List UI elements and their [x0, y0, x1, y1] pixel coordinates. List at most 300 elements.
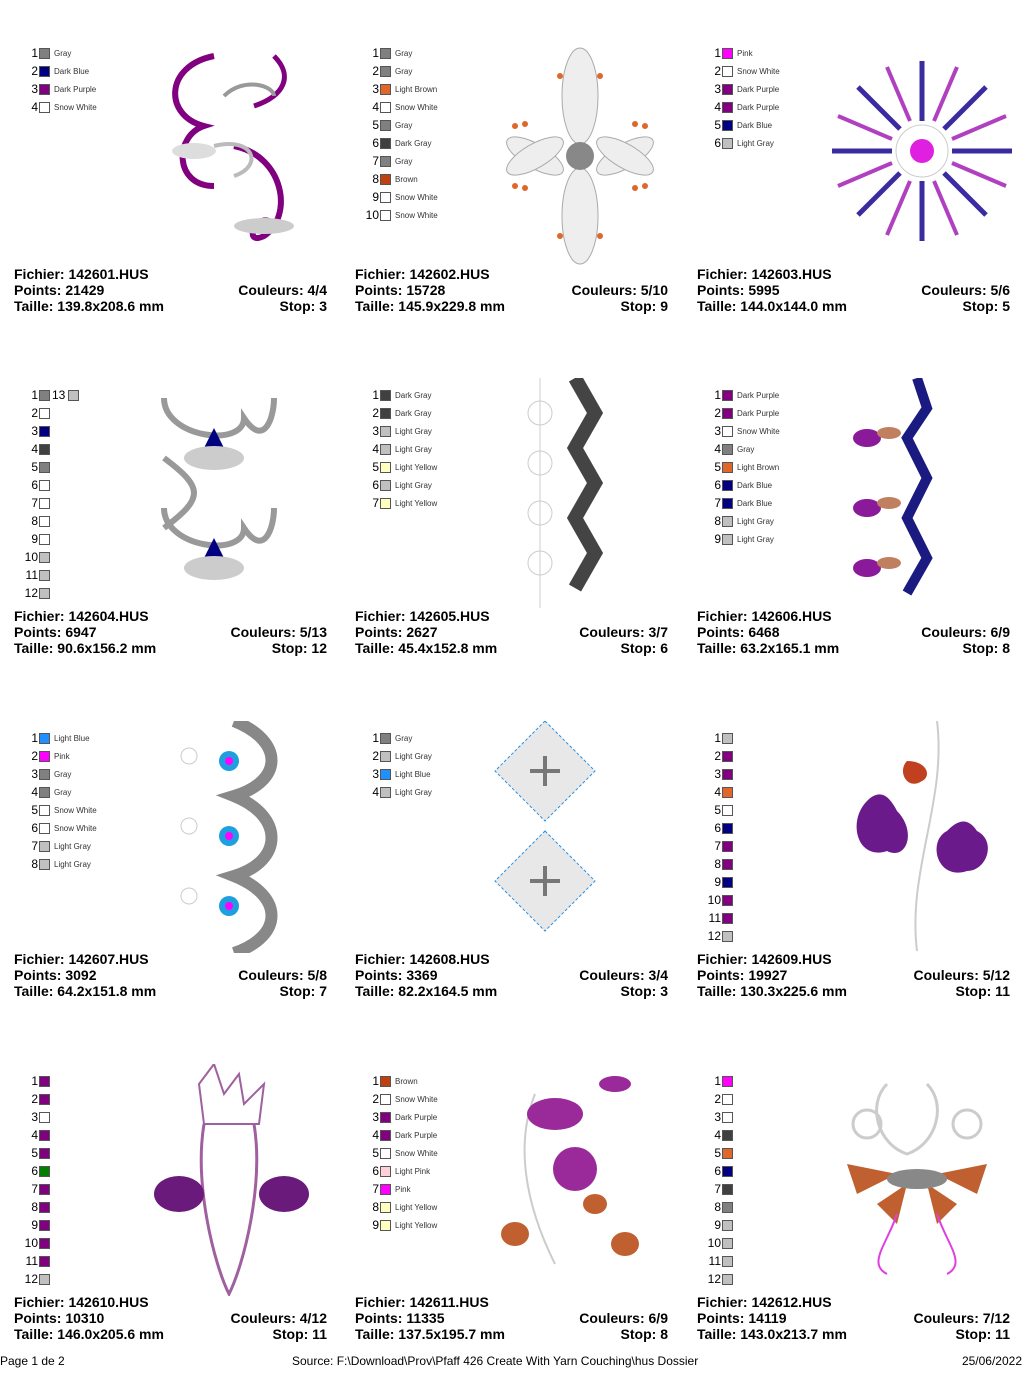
legend-item [18, 530, 79, 548]
legend-number: 10 [707, 893, 721, 907]
legend-item [18, 1180, 50, 1198]
color-swatch [39, 66, 50, 77]
legend-item [18, 765, 97, 783]
design-size: Taille: 139.8x208.6 mm [14, 298, 164, 314]
embroidery-preview [485, 721, 675, 953]
file-name: Fichier: 142604.HUS [14, 608, 149, 624]
design-card [697, 1046, 1017, 1376]
legend-item [359, 765, 432, 783]
color-swatch [722, 1202, 733, 1213]
design-info [14, 266, 327, 314]
legend-number: 1 [714, 46, 721, 60]
legend-item [701, 1270, 733, 1288]
color-swatch [39, 570, 50, 581]
color-swatch [39, 823, 50, 834]
color-swatch [380, 174, 391, 185]
legend-number: 2 [31, 1092, 38, 1106]
color-swatch [39, 408, 50, 419]
legend-number: 6 [372, 478, 379, 492]
color-swatch [380, 408, 391, 419]
color-swatch [722, 1220, 733, 1231]
design-size: Taille: 82.2x164.5 mm [355, 983, 498, 999]
color-swatch [722, 1130, 733, 1141]
color-swatch [39, 588, 50, 599]
color-name: Dark Blue [737, 498, 773, 508]
legend-item [359, 1144, 438, 1162]
color-swatch [380, 84, 391, 95]
color-swatch [68, 390, 79, 401]
legend-item [18, 1144, 50, 1162]
color-name: Gray [54, 787, 72, 797]
color-swatch [722, 895, 733, 906]
legend-item [701, 134, 780, 152]
design-info [355, 266, 668, 314]
legend-item [359, 1090, 438, 1108]
file-name: Fichier: 142611.HUS [355, 1294, 489, 1310]
color-name: Gray [395, 733, 413, 743]
color-count: Couleurs: 7/12 [913, 1310, 1010, 1326]
design-size: Taille: 146.0x205.6 mm [14, 1326, 164, 1342]
color-legend [359, 386, 437, 512]
legend-number: 7 [31, 1182, 38, 1196]
color-swatch [39, 444, 50, 455]
legend-number: 3 [372, 767, 379, 781]
color-swatch [722, 1094, 733, 1105]
color-name: Snow White [395, 102, 438, 112]
color-swatch [722, 1238, 733, 1249]
design-info [355, 951, 668, 999]
stop-count: Stop: 11 [272, 1326, 327, 1342]
color-name: Dark Purple [737, 102, 780, 112]
color-swatch [39, 1112, 50, 1123]
legend-item [701, 440, 780, 458]
legend-item [359, 386, 437, 404]
color-swatch [722, 408, 733, 419]
legend-item [359, 116, 438, 134]
color-legend [359, 729, 432, 801]
color-swatch [39, 1238, 50, 1249]
stitch-points: Points: 2627 [355, 624, 438, 640]
legend-number: 12 [24, 586, 38, 600]
color-swatch [39, 534, 50, 545]
color-name: Light Gray [395, 426, 432, 436]
color-swatch [39, 1274, 50, 1285]
color-swatch [722, 120, 733, 131]
legend-item [701, 116, 780, 134]
color-name: Light Yellow [395, 462, 438, 472]
stop-count: Stop: 3 [279, 298, 327, 314]
stop-count: Stop: 8 [620, 1326, 668, 1342]
design-card [355, 1046, 675, 1376]
legend-item [18, 819, 97, 837]
stop-count: Stop: 12 [271, 640, 327, 656]
file-name: Fichier: 142605.HUS [355, 608, 490, 624]
design-size: Taille: 143.0x213.7 mm [697, 1326, 847, 1342]
legend-item [359, 134, 438, 152]
legend-item [359, 1216, 438, 1234]
color-swatch [39, 751, 50, 762]
legend-item [359, 80, 438, 98]
legend-number: 4 [372, 785, 379, 799]
color-swatch [380, 390, 391, 401]
color-count: Couleurs: 3/4 [579, 967, 668, 983]
legend-item [359, 458, 437, 476]
color-name: Snow White [737, 426, 780, 436]
legend-item [18, 440, 79, 458]
color-swatch [722, 84, 733, 95]
color-name: Dark Blue [54, 66, 90, 76]
legend-item [18, 1234, 50, 1252]
stitch-points: Points: 21429 [14, 282, 105, 298]
color-legend [18, 729, 97, 873]
legend-item [18, 422, 79, 440]
color-swatch [722, 1274, 733, 1285]
legend-item [18, 1162, 50, 1180]
design-size: Taille: 137.5x195.7 mm [355, 1326, 505, 1342]
color-name: Light Gray [737, 534, 774, 544]
color-legend [701, 386, 780, 548]
color-swatch [722, 823, 733, 834]
legend-item [701, 855, 733, 873]
legend-number: 1 [714, 388, 721, 402]
color-swatch [39, 48, 50, 59]
color-swatch [380, 751, 391, 762]
color-swatch [39, 84, 50, 95]
design-size: Taille: 145.9x229.8 mm [355, 298, 505, 314]
color-swatch [722, 787, 733, 798]
legend-item [359, 747, 432, 765]
legend-number: 11 [708, 911, 721, 925]
legend-number: 1 [372, 1074, 379, 1088]
color-swatch [722, 102, 733, 113]
color-name: Light Gray [54, 841, 91, 851]
color-swatch [380, 102, 391, 113]
legend-item [701, 62, 780, 80]
legend-item [18, 1216, 50, 1234]
legend-item [18, 1126, 50, 1144]
color-name: Gray [395, 48, 413, 58]
legend-number: 4 [714, 785, 721, 799]
legend-number: 2 [372, 64, 379, 78]
file-name: Fichier: 142603.HUS [697, 266, 832, 282]
legend-item [18, 584, 79, 602]
legend-number: 7 [372, 154, 379, 168]
legend-item [701, 765, 733, 783]
design-card [697, 360, 1017, 690]
color-name: Light Gray [395, 444, 432, 454]
legend-item [18, 837, 97, 855]
color-name: Snow White [737, 66, 780, 76]
legend-number: 4 [31, 785, 38, 799]
design-size: Taille: 144.0x144.0 mm [697, 298, 847, 314]
legend-item [18, 548, 79, 566]
legend-item [701, 747, 733, 765]
design-card [14, 18, 334, 348]
legend-number: 3 [714, 82, 721, 96]
color-swatch [39, 480, 50, 491]
legend-number: 2 [372, 749, 379, 763]
legend-item [18, 1270, 50, 1288]
color-name: Dark Blue [737, 120, 773, 130]
color-swatch [39, 1148, 50, 1159]
legend-number: 2 [714, 406, 721, 420]
legend-number: 4 [714, 442, 721, 456]
color-name: Dark Purple [395, 1130, 438, 1140]
color-name: Gray [54, 769, 72, 779]
legend-number: 1 [372, 388, 379, 402]
color-swatch [380, 1076, 391, 1087]
stop-count: Stop: 11 [955, 983, 1010, 999]
color-swatch [39, 390, 50, 401]
color-swatch [722, 913, 733, 924]
color-name: Gray [395, 156, 413, 166]
legend-item [18, 1090, 50, 1108]
color-name: Snow White [395, 210, 438, 220]
legend-item [18, 566, 79, 584]
color-swatch [39, 498, 50, 509]
legend-number: 13 [52, 388, 66, 402]
page-number: Page 1 de 2 [0, 1354, 65, 1368]
color-swatch [722, 769, 733, 780]
color-name: Gray [54, 48, 72, 58]
legend-number: 11 [708, 1254, 721, 1268]
legend-item [701, 891, 733, 909]
legend-number: 9 [372, 1218, 379, 1232]
color-swatch [380, 498, 391, 509]
color-name: Snow White [395, 1094, 438, 1104]
color-swatch [39, 805, 50, 816]
color-swatch [39, 1202, 50, 1213]
color-swatch [722, 138, 733, 149]
design-size: Taille: 63.2x165.1 mm [697, 640, 840, 656]
color-swatch [39, 1184, 50, 1195]
legend-item [18, 855, 97, 873]
legend-item [359, 98, 438, 116]
legend-number: 9 [714, 875, 721, 889]
color-name: Gray [737, 444, 755, 454]
legend-item [359, 62, 438, 80]
color-count: Couleurs: 4/4 [238, 282, 327, 298]
color-name: Dark Purple [737, 390, 780, 400]
color-swatch [722, 1112, 733, 1123]
color-name: Brown [395, 174, 418, 184]
legend-item [359, 152, 438, 170]
legend-item [701, 98, 780, 116]
legend-number: 8 [31, 514, 38, 528]
legend-number: 1 [714, 1074, 721, 1088]
color-legend [359, 1072, 438, 1234]
legend-number: 3 [31, 767, 38, 781]
color-swatch [380, 210, 391, 221]
legend-number: 5 [714, 118, 721, 132]
color-name: Brown [395, 1076, 418, 1086]
design-info [697, 951, 1010, 999]
stop-count: Stop: 7 [279, 983, 327, 999]
design-info [355, 1294, 668, 1342]
legend-number: 1 [714, 731, 721, 745]
legend-number: 1 [31, 46, 38, 60]
color-swatch [722, 426, 733, 437]
color-name: Light Gray [395, 787, 432, 797]
legend-number: 9 [714, 1218, 721, 1232]
legend-item [701, 819, 733, 837]
embroidery-preview [827, 1064, 1017, 1296]
legend-number: 5 [31, 1146, 38, 1160]
color-swatch [39, 426, 50, 437]
file-name: Fichier: 142602.HUS [355, 266, 490, 282]
color-swatch [722, 931, 733, 942]
stop-count: Stop: 6 [620, 640, 668, 656]
stitch-points: Points: 11335 [355, 1310, 445, 1326]
color-swatch [380, 1148, 391, 1159]
legend-item [359, 476, 437, 494]
legend-item [18, 98, 97, 116]
legend-number: 7 [714, 1182, 721, 1196]
legend-item [359, 1072, 438, 1090]
file-name: Fichier: 142609.HUS [697, 951, 832, 967]
legend-number: 7 [714, 496, 721, 510]
legend-item [18, 476, 79, 494]
legend-item [701, 422, 780, 440]
stop-count: Stop: 11 [955, 1326, 1010, 1342]
color-name: Dark Purple [395, 1112, 438, 1122]
legend-item [701, 494, 780, 512]
legend-number: 8 [372, 172, 379, 186]
color-swatch [39, 1094, 50, 1105]
legend-item [359, 729, 432, 747]
legend-item [701, 458, 780, 476]
legend-number: 4 [714, 1128, 721, 1142]
color-name: Snow White [395, 192, 438, 202]
file-name: Fichier: 142607.HUS [14, 951, 149, 967]
legend-number: 5 [372, 460, 379, 474]
embroidery-preview [144, 36, 334, 268]
legend-number: 11 [25, 1254, 38, 1268]
legend-number: 5 [31, 803, 38, 817]
color-legend [701, 44, 780, 152]
color-swatch [39, 859, 50, 870]
color-swatch [380, 120, 391, 131]
color-name: Dark Gray [395, 408, 432, 418]
color-swatch [722, 534, 733, 545]
legend-item [359, 1180, 438, 1198]
legend-item [359, 44, 438, 62]
color-swatch [380, 462, 391, 473]
legend-number: 9 [31, 532, 38, 546]
color-swatch [39, 787, 50, 798]
design-card [697, 703, 1017, 1033]
embroidery-preview [485, 36, 675, 268]
color-swatch [722, 480, 733, 491]
legend-number: 8 [714, 514, 721, 528]
color-swatch [722, 1256, 733, 1267]
color-legend [701, 1072, 733, 1288]
legend-item [701, 1198, 733, 1216]
file-name: Fichier: 142601.HUS [14, 266, 149, 282]
stitch-points: Points: 15728 [355, 282, 446, 298]
legend-number: 1 [31, 731, 38, 745]
legend-number: 11 [25, 568, 38, 582]
legend-item [18, 1108, 50, 1126]
legend-number: 8 [31, 857, 38, 871]
legend-number: 2 [714, 64, 721, 78]
legend-item [18, 512, 79, 530]
color-count: Couleurs: 5/13 [230, 624, 327, 640]
color-name: Pink [395, 1184, 411, 1194]
legend-number: 7 [372, 496, 379, 510]
embroidery-preview [485, 378, 675, 610]
legend-number: 3 [372, 82, 379, 96]
legend-item [359, 170, 438, 188]
design-info [697, 266, 1010, 314]
color-swatch [380, 480, 391, 491]
embroidery-preview [144, 378, 334, 610]
color-swatch [380, 1220, 391, 1231]
stop-count: Stop: 3 [620, 983, 668, 999]
design-card [14, 1046, 334, 1376]
legend-item [701, 476, 780, 494]
color-swatch [380, 192, 391, 203]
color-swatch [722, 48, 733, 59]
legend-item [359, 404, 437, 422]
color-name: Light Gray [395, 751, 432, 761]
legend-item [18, 729, 97, 747]
legend-number: 6 [372, 136, 379, 150]
legend-number: 5 [372, 1146, 379, 1160]
color-count: Couleurs: 6/9 [921, 624, 1010, 640]
color-swatch [380, 444, 391, 455]
color-legend [18, 1072, 50, 1288]
design-info [355, 608, 668, 656]
legend-item [701, 909, 733, 927]
legend-number: 2 [31, 749, 38, 763]
color-swatch [380, 426, 391, 437]
legend-number: 8 [714, 857, 721, 871]
legend-item [701, 729, 733, 747]
legend-number: 3 [714, 1110, 721, 1124]
legend-number: 3 [31, 424, 38, 438]
color-name: Light Yellow [395, 498, 438, 508]
stitch-points: Points: 6947 [14, 624, 97, 640]
stitch-points: Points: 10310 [14, 1310, 105, 1326]
source-path: Source: F:\Download\Prov\Pfaff 426 Create With Yarn Couching\hus Dossier [292, 1354, 699, 1368]
legend-item [701, 783, 733, 801]
color-name: Dark Gray [395, 390, 432, 400]
color-swatch [380, 1202, 391, 1213]
legend-number: 2 [372, 406, 379, 420]
legend-number: 10 [365, 208, 379, 222]
color-swatch [722, 733, 733, 744]
color-name: Snow White [395, 1148, 438, 1158]
legend-number: 12 [707, 929, 721, 943]
color-name: Gray [395, 66, 413, 76]
color-name: Dark Purple [54, 84, 97, 94]
design-card [355, 18, 675, 348]
legend-number: 2 [714, 749, 721, 763]
legend-number: 6 [714, 136, 721, 150]
legend-number: 4 [372, 442, 379, 456]
color-swatch [722, 1076, 733, 1087]
color-legend [18, 386, 79, 602]
stitch-points: Points: 14119 [697, 1310, 787, 1326]
color-swatch [380, 733, 391, 744]
color-swatch [380, 769, 391, 780]
legend-item [18, 44, 97, 62]
file-name: Fichier: 142608.HUS [355, 951, 490, 967]
legend-number: 6 [714, 1164, 721, 1178]
color-name: Dark Gray [395, 138, 432, 148]
color-legend [18, 44, 97, 116]
